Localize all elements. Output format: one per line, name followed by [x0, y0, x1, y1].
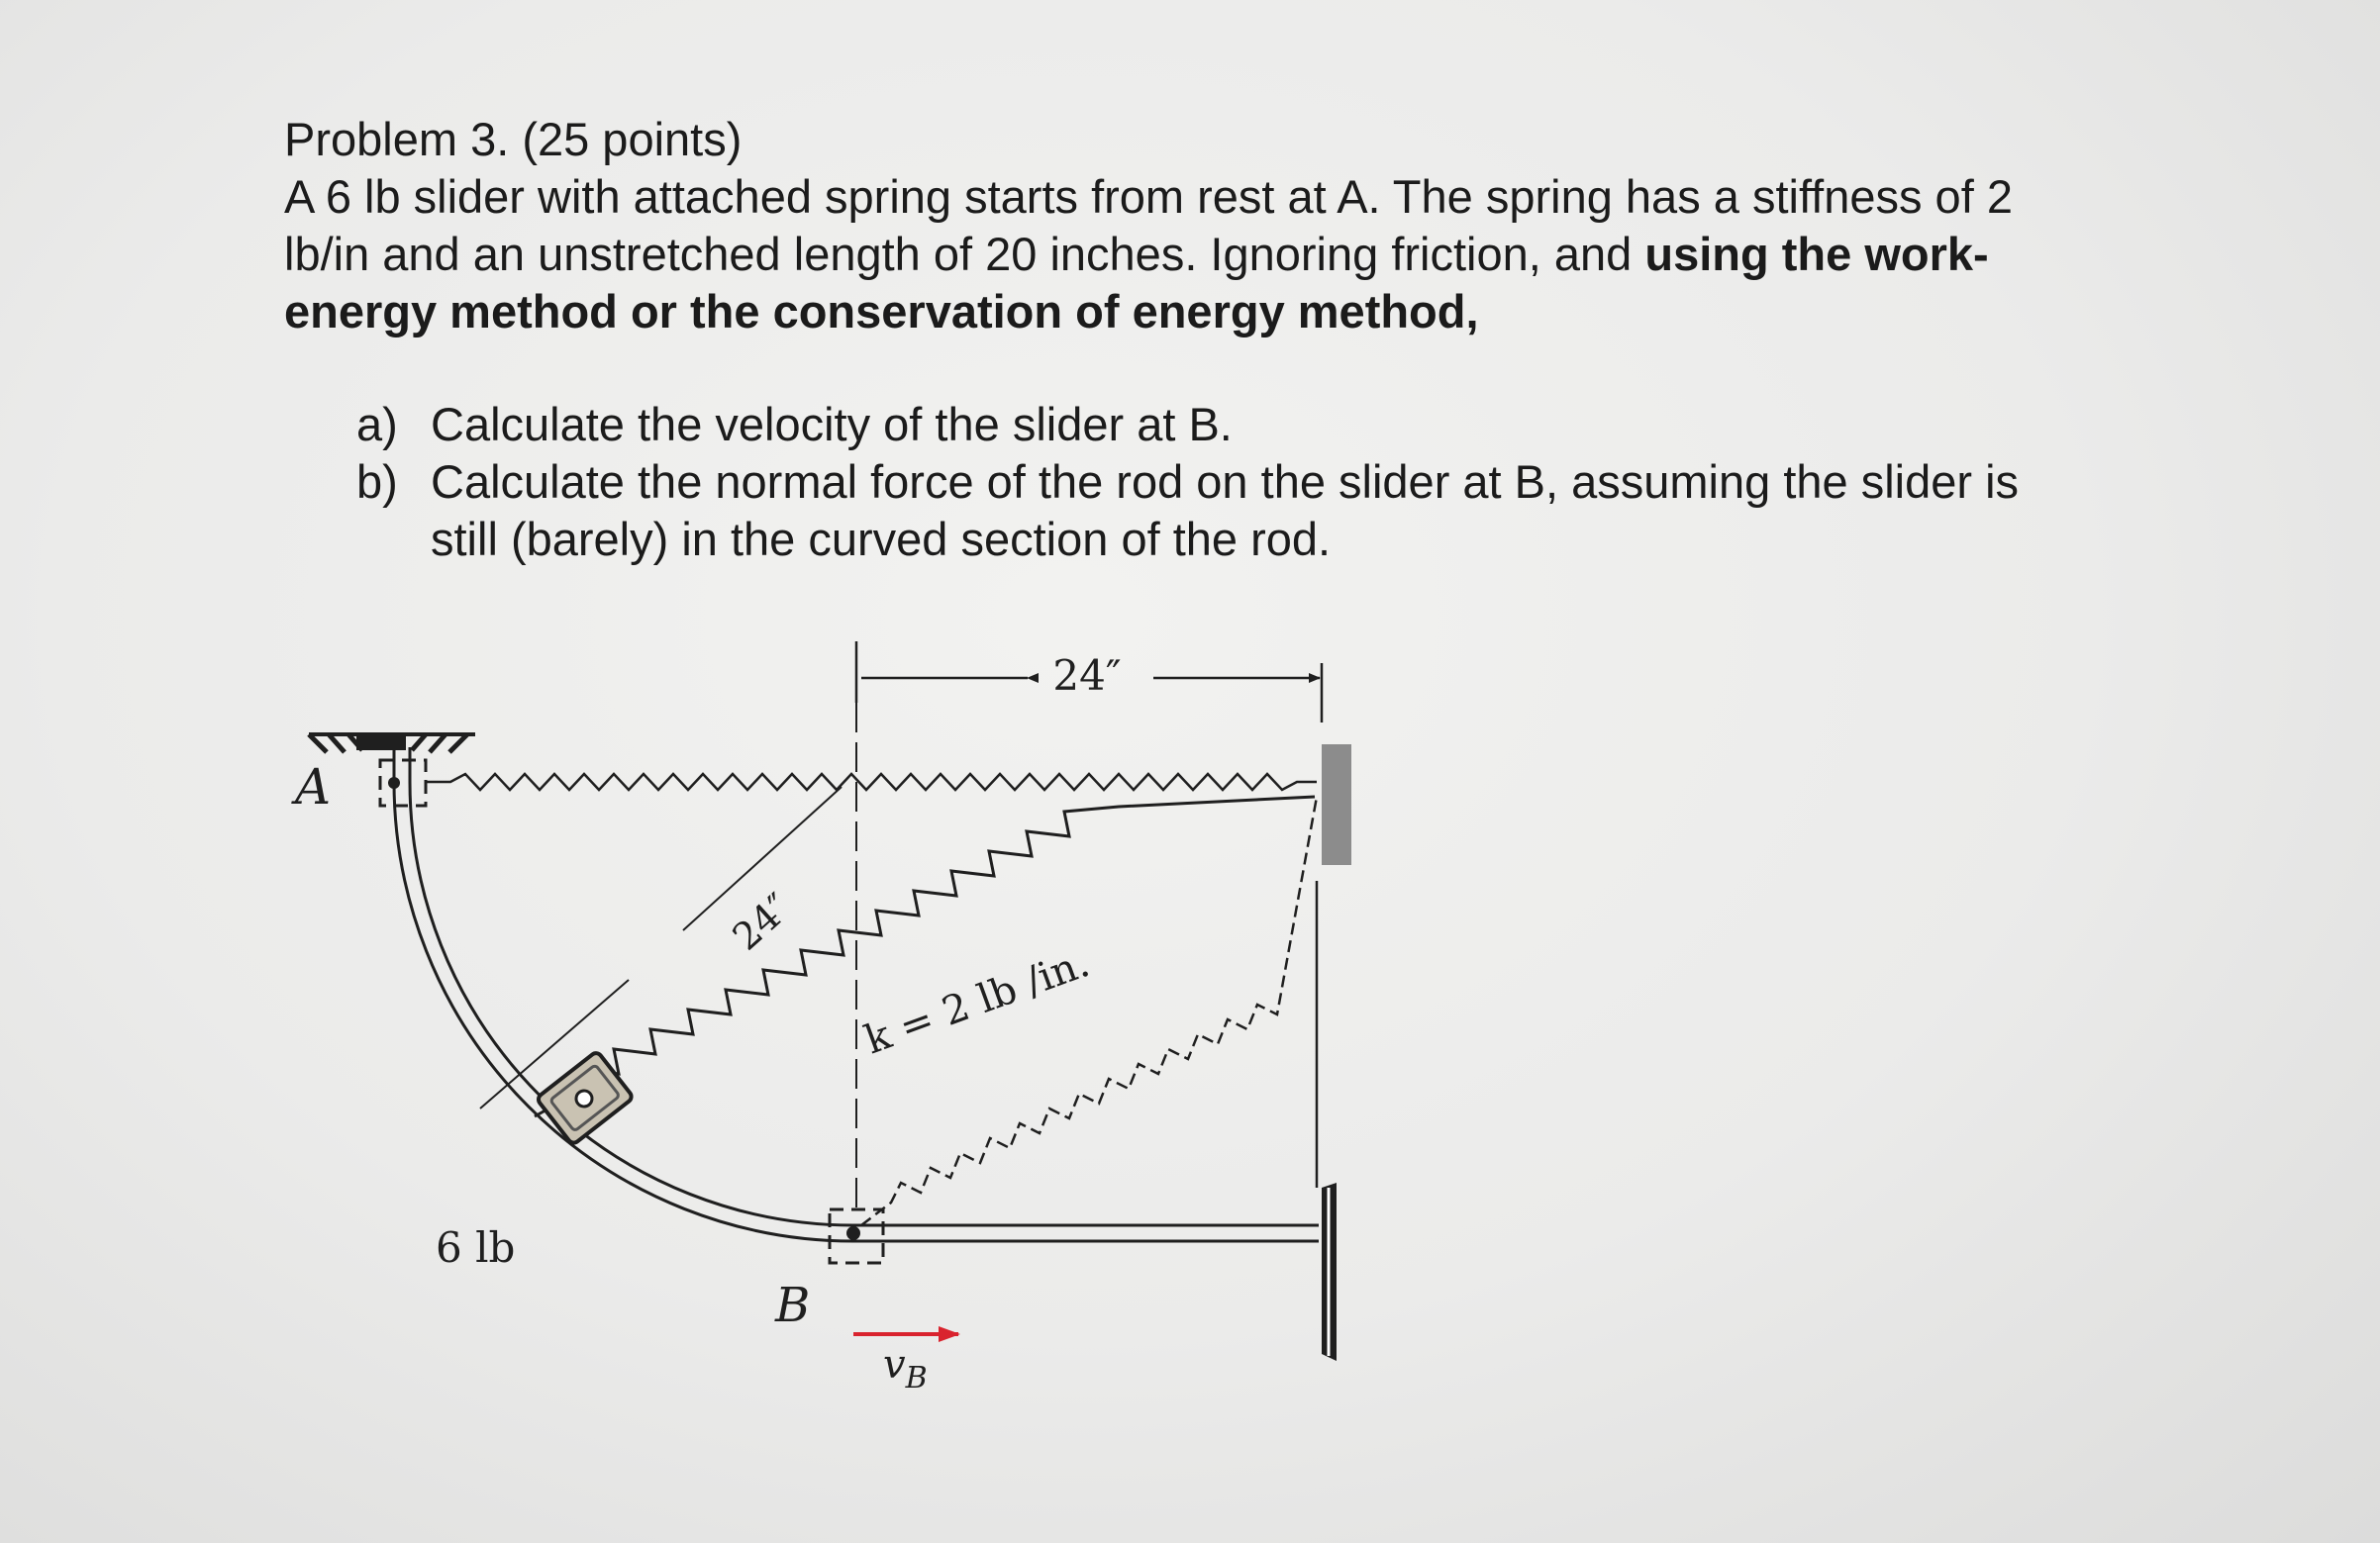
question-a-text: Calculate the velocity of the slider at B. — [431, 398, 1233, 450]
right-wall — [1317, 744, 1351, 1361]
dimension-top — [856, 641, 1322, 723]
question-b — [356, 453, 2059, 568]
spring-constant-label: k = 2 lb /in. — [858, 940, 1096, 1064]
question-a — [356, 396, 2059, 453]
slider-ghost-a — [380, 760, 426, 806]
spring-unstretched — [426, 774, 1317, 790]
question-a-label: a) — [356, 398, 398, 450]
velocity-label-v: v — [883, 1342, 906, 1388]
question-list — [356, 396, 2059, 568]
problem-text-bold: using the work-energy method or the conservation of energy method, — [284, 228, 1989, 338]
slider-ghost-b — [830, 1209, 883, 1263]
velocity-label — [883, 1342, 928, 1396]
question-b-text: Calculate the normal force of the rod on the slider at B, assuming the slider is still (barely) in the curved section of the rod. — [431, 455, 2020, 565]
weight-label: 6 lb — [436, 1223, 516, 1272]
question-b-label: b) — [356, 455, 398, 508]
dimension-radius-label: 24″ — [724, 885, 800, 959]
problem-title: Problem 3. (25 points) — [284, 113, 743, 165]
problem-statement — [284, 111, 2086, 340]
slider-block — [537, 1051, 634, 1145]
problem-text — [284, 168, 2086, 340]
velocity-label-sub: B — [905, 1361, 928, 1396]
spring-stretched — [535, 797, 1315, 1116]
slider-diagram — [287, 633, 1376, 1405]
ceiling-mount — [309, 734, 475, 752]
dimension-top-label: 24″ — [1052, 651, 1122, 700]
label-b: B — [775, 1278, 811, 1333]
label-a: A — [295, 758, 332, 816]
problem-text-plain: A 6 lb slider with attached spring starts from rest at A. The spring has a stiffness of 2 lb/in and an unstretched length of 20 inches. Ignoring friction, and — [284, 170, 2013, 280]
